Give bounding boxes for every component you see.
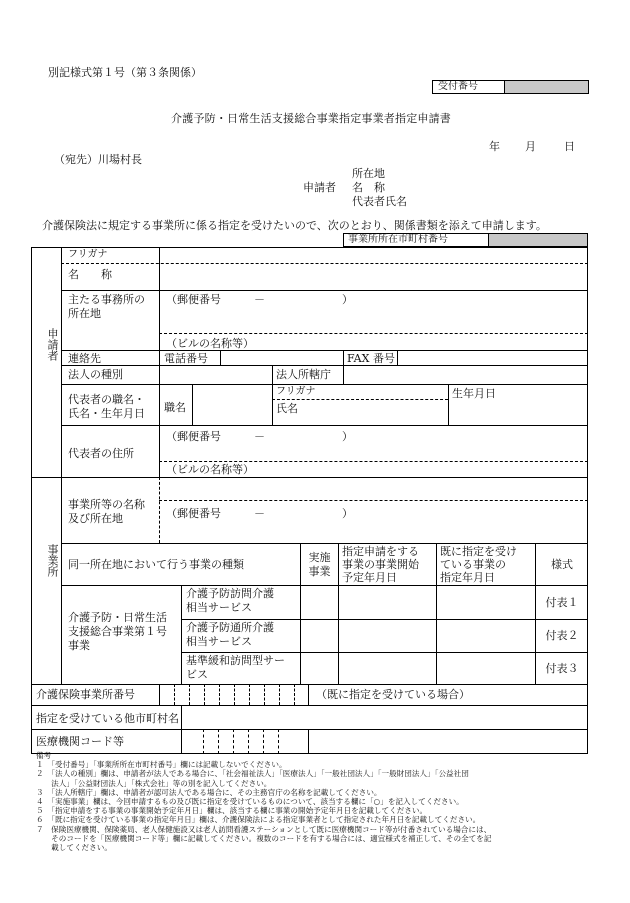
medical-code-field[interactable]: [182, 730, 308, 753]
service-row-3-form: 付表３: [545, 662, 579, 675]
corp-type-label: 法人の種別: [68, 368, 123, 381]
group-label-3: 事業: [68, 639, 90, 652]
applicant-side-label: 申請者: [46, 328, 59, 361]
service-row-1-l1: 介護予防訪問介護: [186, 587, 274, 600]
remark-7-cont: そのコードを「医療機関コード等」欄に記載してください。複数のコードを有する場合には、適宜様式を補正して、その全てを記: [36, 833, 492, 843]
remark-7-cont2: 載してください。: [36, 843, 112, 853]
intro-text: 介護保険法に規定する事業所に係る指定を受けたいので、次のとおり、関係書類を添えて申請します。: [42, 219, 547, 232]
insurance-note: （既に指定を受けている場合）: [316, 688, 470, 701]
main-office-building[interactable]: （ビルの名称等）: [166, 337, 254, 350]
remark-2-cont: 法人」「公益財団法人」「株式会社」等の別を記入してください。: [36, 778, 272, 788]
office-code-field[interactable]: [488, 234, 587, 246]
main-office-label-1: 主たる事務所の: [68, 293, 145, 306]
service-row-3-l2: ビス: [186, 668, 208, 681]
remarks: [36, 751, 611, 852]
col-prev-date-1: 既に指定を受け: [440, 545, 517, 558]
group-label-2: 支援総合事業第１号: [68, 625, 167, 638]
office-name-label-1: 事業所等の名称: [68, 498, 145, 511]
col-business-type: 同一所在地において行う事業の種類: [68, 558, 244, 571]
date-year: 年: [489, 140, 500, 153]
remark-2: ２ 「法人の種別」欄は、申請者が法人である場合に、「社会福祉法人」「医療法人」「一般社団法人」「一般財団法人」「公益社団: [36, 769, 469, 779]
fax-label: FAX 番号: [347, 352, 395, 365]
form-number-label: 別記様式第１号（第３条関係）: [48, 66, 202, 79]
col-start-date-2: 事業の事業開始: [342, 558, 419, 571]
col-implemented-1: 実施: [308, 551, 331, 564]
remark-4: ４ 「実施事業」欄は、今回申請するもの及び既に指定を受けているものについて、該当する欄に「○」を記入してください。: [36, 797, 464, 807]
office-name-label-2: 及び所在地: [68, 512, 123, 525]
birth-field[interactable]: [449, 400, 587, 424]
addressee: （宛先）川場村長: [54, 153, 142, 166]
remark-1: １ 「受付番号」「事業所所在市町村番号」欄には記載しないでください。: [36, 760, 287, 770]
office-postal[interactable]: （郵便番号 － ）: [166, 507, 353, 520]
contact-label: 連絡先: [68, 352, 101, 365]
corp-name-field[interactable]: [160, 265, 587, 289]
other-city-field[interactable]: [182, 706, 587, 728]
col-prev-date-3: 指定年月日: [440, 571, 495, 584]
remark-6: ６ 「既に指定を受けている事業の指定年月日」欄は、介護保険法による指定事業者として指定された年月日を記載してください。: [36, 815, 481, 825]
insurance-number-field[interactable]: [160, 685, 308, 704]
furigana-label: フリガナ: [68, 249, 108, 260]
corp-name-label: 名 称: [68, 268, 112, 281]
service-row-3-implemented[interactable]: [301, 653, 337, 683]
rep-title-label: 職名: [164, 401, 186, 414]
office-side-label: 事業所: [46, 544, 59, 577]
receipt-number-label: 受付番号: [438, 81, 478, 92]
corp-type-field[interactable]: [160, 366, 272, 383]
medical-code-label: 医療機関コード等: [36, 735, 124, 748]
service-row-3-l1: 基準緩和訪問型サー: [186, 654, 285, 667]
insurance-number-label: 介護保険事業所番号: [36, 688, 135, 701]
birth-label: 生年月日: [452, 387, 496, 400]
applicant-label: 申請者: [303, 181, 336, 194]
rep-title-field[interactable]: [193, 385, 271, 424]
service-row-2-form: 付表２: [545, 629, 579, 642]
receipt-number-field[interactable]: [504, 81, 588, 93]
corp-office-field[interactable]: [344, 366, 587, 383]
date-day: 日: [564, 140, 575, 153]
rep-address-label: 代表者の住所: [68, 447, 134, 460]
rep-postal[interactable]: （郵便番号 － ）: [166, 430, 353, 443]
remark-3: ３ 「法人所轄庁」欄は、申請者が認可法人である場合に、その主務官庁の名称を記載してください。: [36, 787, 382, 797]
applicant-address-label: 所在地: [352, 167, 385, 180]
remark-5: ５ 「指定申請をする事業の事業開始予定年月日」欄は、該当する欄に事業の開始予定年月日を記載してください。: [36, 806, 428, 816]
main-office-label-2: 所在地: [68, 307, 101, 320]
col-prev-date-2: ている事業の: [440, 558, 506, 571]
main-office-postal[interactable]: （郵便番号 － ）: [166, 293, 353, 306]
rep-label-2: 氏名・生年月日: [68, 407, 145, 420]
other-city-label: 指定を受けている他市町村名: [36, 712, 179, 725]
service-row-1-l2: 相当サービス: [186, 601, 252, 614]
document-title: 介護予防・日常生活支援総合事業指定事業者指定申請書: [171, 112, 451, 125]
rep-furigana-label: フリガナ: [276, 386, 316, 397]
col-implemented-2: 事業: [308, 565, 331, 578]
rep-name-field[interactable]: [320, 400, 447, 424]
remark-7: ７ 保険医療機関、保険薬局、老人保健施設又は老人訪問看護ステーションとして既に医療機関コード等が付番されている場合には、: [36, 824, 492, 834]
col-start-date-3: 予定年月日: [342, 571, 397, 584]
service-row-2-implemented[interactable]: [301, 620, 337, 651]
service-row-1-form: 付表１: [545, 596, 579, 609]
col-form: 様式: [551, 558, 573, 571]
date-month: 月: [525, 140, 536, 153]
phone-label: 電話番号: [164, 352, 208, 365]
office-code-label: 事業所所在市町村番号: [348, 234, 448, 245]
representative-name-label: 代表者氏名: [352, 195, 407, 208]
fax-field[interactable]: [398, 351, 587, 364]
service-row-2-l2: 相当サービス: [186, 635, 252, 648]
phone-field[interactable]: [221, 351, 343, 364]
rep-label-1: 代表者の職名・: [68, 393, 145, 406]
applicant-name-label: 名 称: [352, 181, 385, 194]
corp-office-label: 法人所轄庁: [276, 368, 331, 381]
service-row-1-implemented[interactable]: [301, 586, 337, 618]
rep-name-label: 氏名: [276, 402, 298, 415]
group-label-1: 介護予防・日常生活: [68, 611, 167, 624]
col-start-date-1: 指定申請をする: [342, 545, 419, 558]
remarks-heading: 備考: [36, 751, 52, 760]
furigana-field[interactable]: [160, 250, 587, 262]
rep-building[interactable]: （ビルの名称等）: [166, 463, 254, 476]
service-row-2-l1: 介護予防通所介護: [186, 621, 274, 634]
